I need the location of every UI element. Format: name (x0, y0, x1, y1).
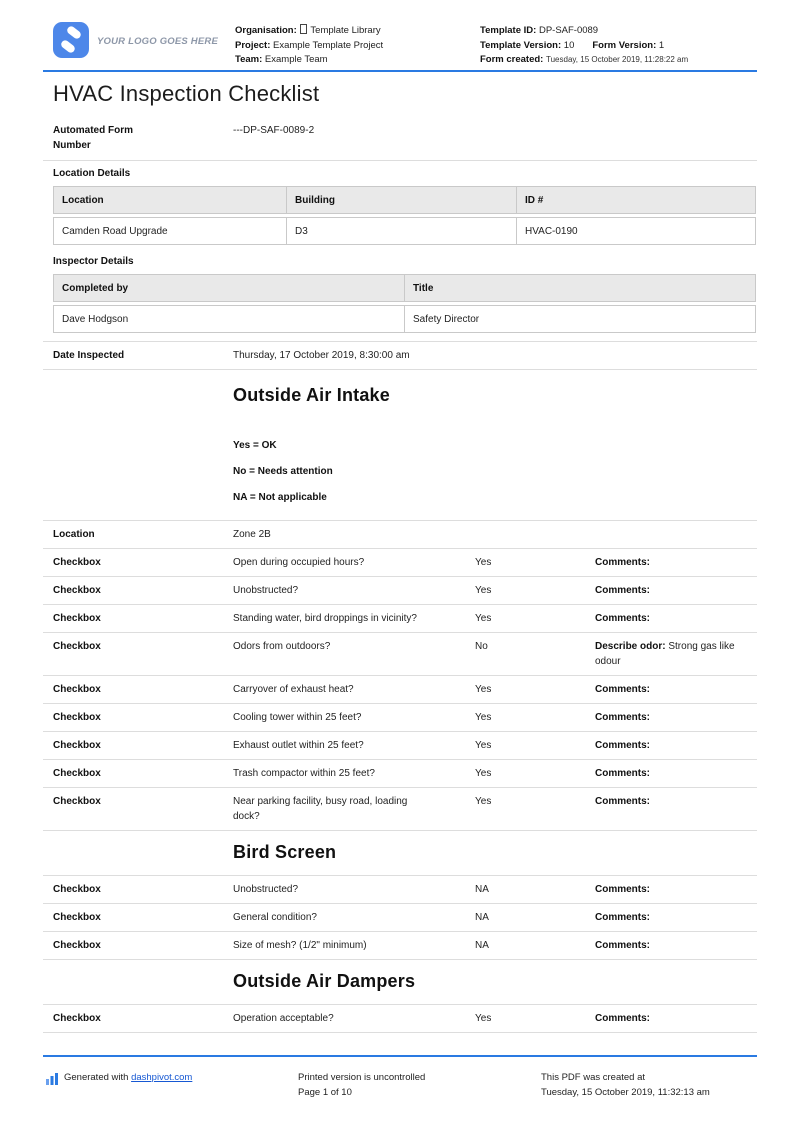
row-question: Standing water, bird droppings in vicinity? (233, 612, 417, 624)
row-label: Checkbox (53, 1012, 101, 1024)
version-line: Template Version: 10 Form Version: 1 (480, 39, 665, 51)
row-label: Checkbox (53, 711, 101, 723)
checklist-row (43, 903, 757, 931)
checklist-row (43, 576, 757, 604)
row-comments: Comments: (595, 767, 651, 779)
company-logo-icon (53, 22, 89, 58)
section-heading-block (43, 959, 757, 1004)
row-label: Checkbox (53, 612, 101, 624)
row-comments: Comments: (595, 911, 651, 923)
row-question: Operation acceptable? (233, 1012, 334, 1024)
row-question: Cooling tower within 25 feet? (233, 711, 362, 723)
location-details-table (53, 186, 756, 245)
row-question: Open during occupied hours? (233, 556, 365, 568)
legend-na: NA = Not applicable (233, 491, 327, 503)
row-question: Carryover of exhaust heat? (233, 683, 354, 695)
col-header-building: Building (286, 187, 516, 213)
row-comments: Comments: (595, 683, 651, 695)
cell-title: Safety Director (404, 306, 755, 332)
row-comments: Comments: (595, 1012, 651, 1024)
checklist-row (43, 731, 757, 759)
row-label: Location (53, 528, 95, 540)
checklist-row (43, 931, 757, 959)
row-comments: Describe odor: Strong gas like odour (595, 640, 735, 667)
answer-legend (233, 440, 757, 504)
divider (43, 160, 757, 161)
col-header-title: Title (404, 275, 755, 301)
row-label: Checkbox (53, 556, 101, 568)
row-question: Unobstructed? (233, 584, 299, 596)
location-table-row (53, 217, 756, 245)
inspector-details-table (53, 274, 756, 333)
page-header (43, 0, 757, 68)
inspector-details-label: Inspector Details (53, 255, 134, 267)
row-value: Zone 2B (233, 528, 271, 540)
logo-placeholder-text: YOUR LOGO GOES HERE (97, 36, 218, 47)
missing-glyph-box (300, 24, 307, 34)
generated-with-text: Generated with (64, 1072, 129, 1083)
inspector-table-row (53, 305, 756, 333)
footer-generated (43, 1070, 298, 1100)
row-question: Near parking facility, busy road, loading dock? (233, 795, 408, 822)
row-answer: Yes (475, 795, 492, 807)
dashpivot-link[interactable]: dashpivot.com (131, 1072, 193, 1083)
row-answer: Yes (475, 739, 492, 751)
cell-id: HVAC-0190 (516, 218, 755, 244)
row-comments: Comments: (595, 739, 651, 751)
form-number-label: Automated Form Number (53, 124, 133, 151)
row-question: Trash compactor within 25 feet? (233, 767, 375, 779)
row-answer: Yes (475, 584, 492, 596)
legend-no: No = Needs attention (233, 465, 333, 477)
checklist-row (43, 675, 757, 703)
checklist-row (43, 787, 757, 830)
row-answer: No (475, 640, 488, 652)
checklist-row (43, 875, 757, 903)
row-label: Checkbox (53, 767, 101, 779)
divider (43, 369, 757, 370)
cell-location: Camden Road Upgrade (62, 225, 168, 237)
col-header-id: ID # (516, 187, 755, 213)
row-answer: NA (475, 939, 489, 951)
row-label: Checkbox (53, 739, 101, 751)
row-question: General condition? (233, 911, 317, 923)
row-answer: NA (475, 883, 489, 895)
form-number-row (43, 123, 757, 153)
cell-completed-by: Dave Hodgson (62, 313, 129, 325)
row-question: Exhaust outlet within 25 feet? (233, 739, 364, 751)
row-label: Checkbox (53, 640, 101, 652)
row-answer: Yes (475, 711, 492, 723)
row-comments: Comments: (595, 711, 651, 723)
header-org-block (235, 22, 480, 68)
row-question: Size of mesh? (1/2" minimum) (233, 939, 367, 951)
section-heading-outside-air-intake: Outside Air Intake (233, 384, 390, 405)
checklist-row (43, 632, 757, 675)
row-question: Unobstructed? (233, 883, 299, 895)
footer-created-note (541, 1070, 721, 1100)
col-header-completed-by: Completed by (62, 282, 129, 294)
checklist-row (43, 759, 757, 787)
checklist-row (43, 604, 757, 632)
row-answer: Yes (475, 612, 492, 624)
checklist-row (43, 703, 757, 731)
printed-uncontrolled-text: Printed version is uncontrolled (298, 1072, 426, 1083)
section-heading-bird-screen: Bird Screen (233, 841, 337, 862)
cell-building: D3 (286, 218, 516, 244)
pdf-created-label: This PDF was created at (541, 1072, 646, 1083)
pdf-created-timestamp: Tuesday, 15 October 2019, 11:32:13 am (541, 1087, 710, 1098)
logo-area (43, 22, 235, 68)
header-template-block (480, 22, 757, 68)
organisation-line: Organisation: Template Library (235, 25, 381, 36)
row-answer: Yes (475, 1012, 492, 1024)
project-line: Project: Example Template Project (235, 39, 384, 51)
section-heading-outside-air-dampers: Outside Air Dampers (233, 970, 416, 991)
row-comments: Comments: (595, 939, 651, 951)
row-answer: Yes (475, 556, 492, 568)
col-header-location: Location (62, 194, 104, 206)
checklist-row (43, 548, 757, 576)
row-answer: Yes (475, 683, 492, 695)
checklist (43, 520, 757, 1033)
header-rule (43, 70, 757, 72)
checklist-row (43, 1004, 757, 1032)
row-comments: Comments: (595, 612, 651, 624)
legend-yes: Yes = OK (233, 439, 277, 451)
form-number-value: ---DP-SAF-0089-2 (233, 124, 315, 136)
page-footer (43, 1055, 757, 1100)
row-label: Checkbox (53, 911, 101, 923)
row-comments: Comments: (595, 795, 651, 807)
location-field-row (43, 520, 757, 548)
row-answer: NA (475, 911, 489, 923)
team-line: Team: Example Team (235, 54, 328, 65)
location-details-label: Location Details (53, 167, 131, 179)
date-inspected-label: Date Inspected (53, 349, 125, 361)
inspector-table-header (53, 274, 756, 302)
footer-printed-note (298, 1070, 541, 1100)
divider (43, 1032, 757, 1033)
row-label: Checkbox (53, 939, 101, 951)
row-question: Odors from outdoors? (233, 640, 331, 652)
template-id-line: Template ID: DP-SAF-0089 (480, 25, 599, 36)
row-comments: Comments: (595, 584, 651, 596)
page-number-text: Page 1 of 10 (298, 1087, 352, 1098)
location-table-header (53, 186, 756, 214)
row-label: Checkbox (53, 883, 101, 895)
row-comments: Comments: (595, 556, 651, 568)
row-answer: Yes (475, 767, 492, 779)
date-inspected-row (43, 342, 757, 369)
row-comments: Comments: (595, 883, 651, 895)
page-title: HVAC Inspection Checklist (53, 80, 320, 106)
row-label: Checkbox (53, 683, 101, 695)
bar-chart-icon (46, 1072, 59, 1085)
form-created-line: Form created: Tuesday, 15 October 2019, 11:28:22 am (480, 54, 689, 65)
row-label: Checkbox (53, 795, 101, 807)
section-heading-block (43, 830, 757, 875)
date-inspected-value: Thursday, 17 October 2019, 8:30:00 am (233, 349, 410, 361)
row-label: Checkbox (53, 584, 101, 596)
